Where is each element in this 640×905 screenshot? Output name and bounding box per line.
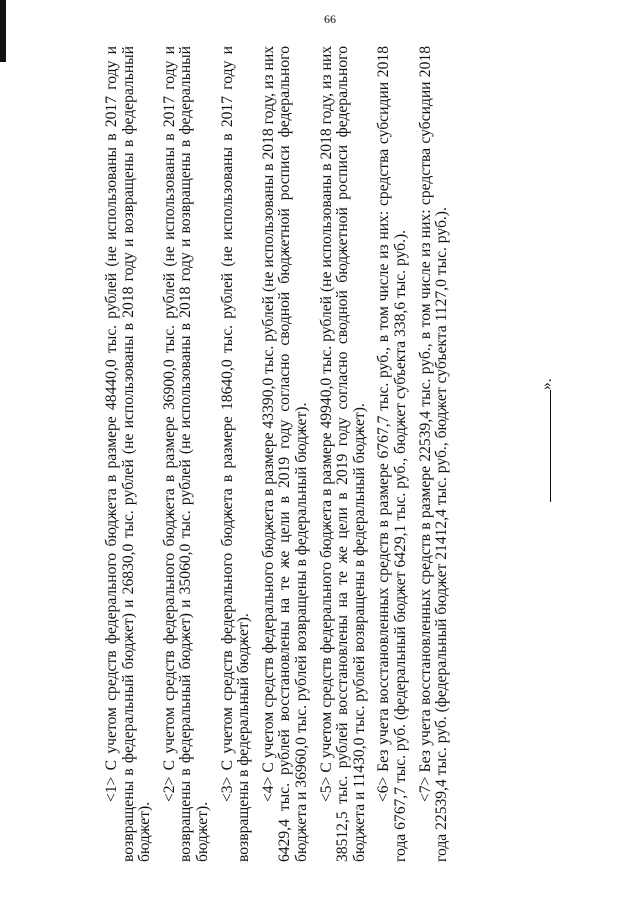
footnote-1: <1> С учетом средств федерального бюджета в размере 48440,0 тыс. рублей (не использованы в 2017 году и возвращены в федеральный бюджет) и 26830,0 тыс. рублей (не использованы в 2018 году и возвращены в федеральный бюджет). xyxy=(103,46,154,862)
closing-rule xyxy=(550,390,551,502)
scan-edge-mark xyxy=(0,0,6,62)
footnote-2: <2> С учетом средств федерального бюджета в размере 36900,0 тыс. рублей (не использованы в 2017 году и возвращены в федеральный бюджет) и 35060,0 тыс. рублей (не использованы в 2018 году и возвращены в федеральный бюджет). xyxy=(160,46,211,862)
closing-mark: ». xyxy=(538,378,555,390)
footnote-4: <4> С учетом средств федерального бюджета в размере 43390,0 тыс. рублей (не использованы в 2018 году, из них 6429,4 тыс. рублей восстановлены на те же цели в 2019 году согласно сводной бюджетной росписи федерального бюджета и 36960,0 тыс. рублей возвращены в федеральный бюджет). xyxy=(259,46,310,862)
footnote-3: <3> С учетом средств федерального бюджета в размере 18640,0 тыс. рублей (не использованы в 2017 году и возвращены в федеральный бюджет). xyxy=(218,46,253,862)
footnote-5: <5> С учетом средств федерального бюджета в размере 49940,0 тыс. рублей (не использованы в 2018 году, из них 38512,5 тыс. рублей восстановлены на те же цели в 2019 году согласно сводной бюджетной росписи федерального бюджета и 11430,0 тыс. рублей возвращены в федеральный бюджет). xyxy=(317,46,368,862)
footnote-7: <7> Без учета восстановленных средств в размере 22539,4 тыс. руб., в том числе из них: средства субсидии 2018 года 22539,4 тыс. руб. (федеральный бюджет 21412,4 тыс. руб., бюджет субъекта 1127,0 тыс. руб.). xyxy=(416,46,451,862)
page-number: 66 xyxy=(324,12,336,26)
footnotes-block xyxy=(104,46,564,862)
footnote-6: <6> Без учета восстановленных средств в размере 6767,7 тыс. руб., в том числе из них: средства субсидии 2018 года 6767,7 тыс. руб. (федеральный бюджет 6429,1 тыс. руб., бюджет субъекта 338,6 тыс. руб.). xyxy=(375,46,409,862)
closing-line xyxy=(539,372,556,502)
